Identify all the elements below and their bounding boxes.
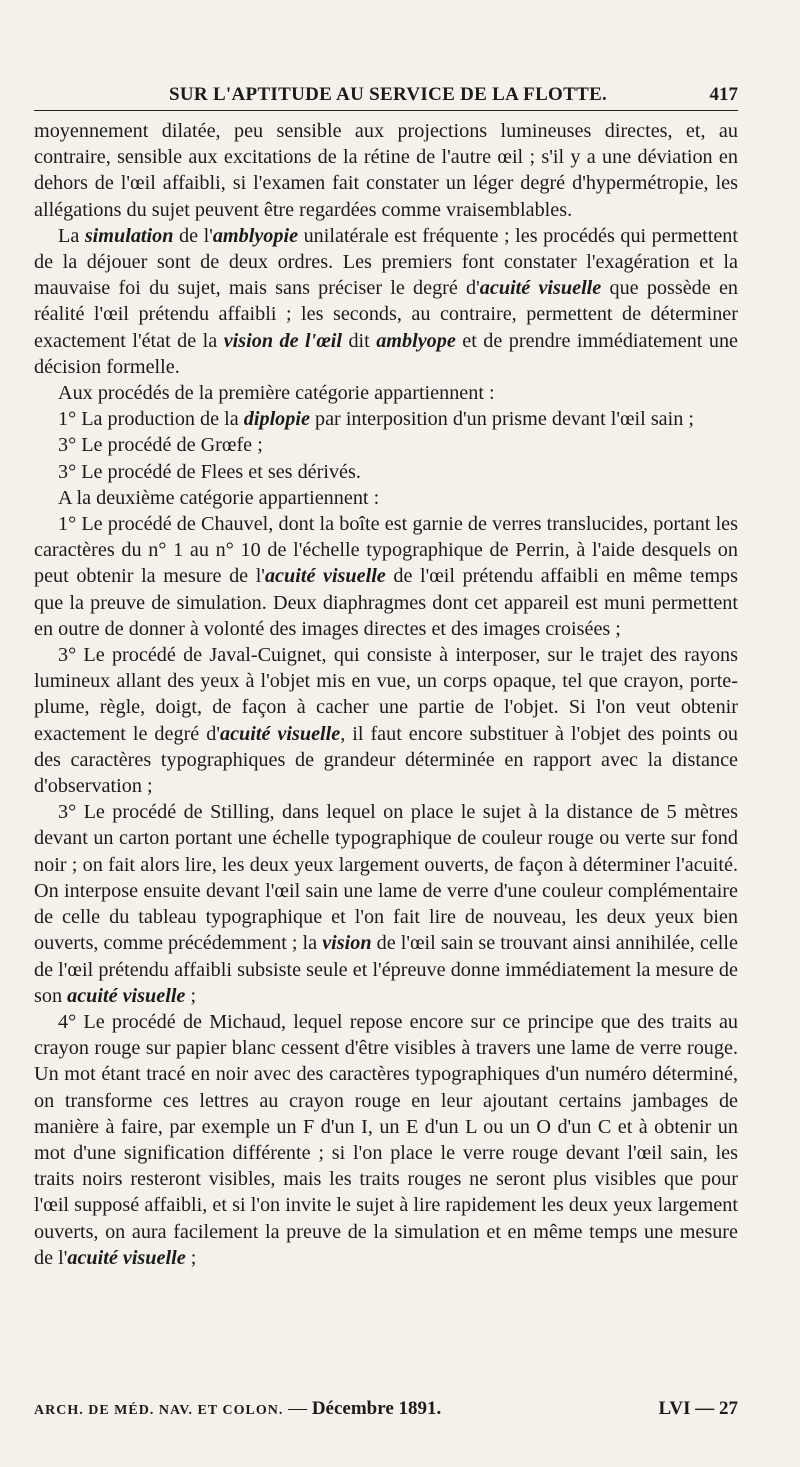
- text-run: La: [58, 224, 85, 247]
- paragraph: [34, 406, 738, 432]
- italic-term: amblyopie: [212, 224, 299, 247]
- body-text: [34, 118, 738, 1271]
- paragraph: [34, 642, 738, 799]
- text-run: 1° Le procédé de Chauvel, dont la boîte est garnie de verres translucides, portant les caractères du n° 1 au n° 10 de l'échelle typographique de Perrin, à l'aide desquels on peut obtenir la mesure de l': [34, 513, 738, 588]
- volume-signature: LVI — 27: [658, 1398, 738, 1419]
- italic-term: vision de l'œil: [223, 329, 342, 352]
- text-run: 3° Le procédé de Javal-Cuignet, qui consiste à interposer, sur le trajet des rayons lumineux allant des yeux à l'objet mis en vue, un corps opaque, tel que crayon, porte-plume, règle, doigt, de façon à cacher une partie de l'objet. Si l'on veut obtenir exactement le degré d': [34, 644, 738, 745]
- italic-term: acuité visuelle: [479, 277, 602, 300]
- page-footer: [34, 1398, 738, 1424]
- text-run: moyennement dilatée, peu sensible aux projections lumineuses directes, et, au contraire, sensible aux excitations de la rétine de l'autre œil ; s'il y a une déviation en dehors de l'œil affaibli, si l'examen fait constater un léger degré d'hypermétropie, les allégations du sujet peuvent être regardées comme vraisemblables.: [34, 120, 738, 221]
- text-run: unilatérale est fréquente ; les procédés qui permettent de la déjouer sont de deux ordres. Les premiers font constater l'exagération et la mauvaise foi du sujet, mais sans préciser le degré d': [34, 224, 738, 300]
- running-header: [34, 84, 738, 111]
- italic-term: acuité visuelle: [264, 565, 386, 588]
- text-run: Aux procédés de la première catégorie appartiennent :: [58, 382, 495, 405]
- text-run: 3° Le procédé de Flees et ses dérivés.: [58, 460, 361, 483]
- text-run: ;: [185, 1246, 197, 1269]
- text-run: de l'œil prétendu affaibli en même temps que la preuve de simulation. Deux diaphragmes dont cet appareil est muni permettent en outre de donner à volonté des images directes et des images croisées ;: [34, 565, 739, 640]
- text-run: 3° Le procédé de Grœfe ;: [58, 434, 263, 457]
- paragraph: [34, 118, 738, 223]
- italic-term: acuité visuelle: [219, 722, 341, 745]
- footer-separator: —: [288, 1398, 308, 1419]
- text-run: ;: [185, 984, 197, 1007]
- page-number: 417: [709, 84, 738, 105]
- italic-term: diplopie: [243, 408, 310, 431]
- paragraph: [34, 485, 738, 511]
- text-run: , il faut encore substituer à l'objet des points ou des caractères typographiques de grandeur déterminée en rapport avec la distance d'observation ;: [34, 722, 739, 798]
- paragraph: [34, 459, 738, 485]
- italic-term: amblyope: [376, 329, 456, 352]
- issue-date: Décembre 1891.: [311, 1398, 442, 1419]
- text-run: et de prendre immédiatement une décision formelle.: [34, 329, 738, 378]
- text-run: 1° La production de la: [58, 408, 244, 431]
- text-run: A la deuxième catégorie appartiennent :: [58, 486, 380, 509]
- text-run: de l'œil sain se trouvant ainsi annihilée, celle de l'œil prétendu affaibli subsiste seule et l'épreuve donne immédiatement la mesure de son: [34, 932, 738, 1007]
- italic-term: simulation: [84, 224, 174, 247]
- italic-term: acuité visuelle: [67, 1246, 186, 1269]
- italic-term: acuité visuelle: [67, 984, 186, 1007]
- text-run: 3° Le procédé de Stilling, dans lequel on place le sujet à la distance de 5 mètres devant un carton portant une échelle typographique de couleur rouge ou verte sur fond noir ; on fait alors lire, les deux yeux largement ouverts, de façon à déterminer l'acuité. On interpose ensuite devant l'œil sain une lame de verre d'une couleur complémentaire de celle du tableau typographique et l'on fait lire de nouveau, les deux yeux bien ouverts, comme précédemment ; la: [34, 801, 738, 955]
- text-run: par interposition d'un prisme devant l'œil sain ;: [309, 408, 694, 431]
- paragraph: [34, 1009, 738, 1271]
- text-run: 4° Le procédé de Michaud, lequel repose encore sur ce principe que des traits au crayon rouge sur papier blanc cessent d'être visibles à travers une lame de verre rouge. Un mot étant tracé en noir avec des caractères typographiques d'un numéro déterminé, on transforme ces lettres au crayon rouge en leur ajoutant certains jambages de manière à faire, par exemple un F d'un I, un E d'un L ou un O d'un C et à obtenir un mot d'une signification différente ; si l'on place le verre rouge devant l'œil sain, les traits noirs resteront visibles, mais les traits rouges ne seront plus visibles que pour l'œil supposé affaibli, et si l'on invite le sujet à lire rapidement les deux yeux largement ouverts, on aura facilement la preuve de la simulation et en même temps une mesure de l': [34, 1010, 738, 1269]
- italic-term: vision: [322, 932, 372, 955]
- paragraph: [34, 380, 738, 406]
- journal-name: ARCH. DE MÉD. NAV. ET COLON.: [34, 1403, 284, 1418]
- text-run: que possède en réalité l'œil prétendu affaibli ; les seconds, au contraire, permettent de déterminer exactement l'état de la: [34, 277, 739, 352]
- text-run: de l': [173, 224, 213, 247]
- paragraph: [34, 799, 738, 1009]
- paragraph: [34, 432, 738, 458]
- paragraph: [34, 511, 738, 642]
- footer-citation: [34, 1398, 441, 1420]
- text-run: dit: [342, 329, 377, 352]
- paragraph: [34, 223, 738, 380]
- running-title: SUR L'APTITUDE AU SERVICE DE LA FLOTTE.: [169, 84, 608, 105]
